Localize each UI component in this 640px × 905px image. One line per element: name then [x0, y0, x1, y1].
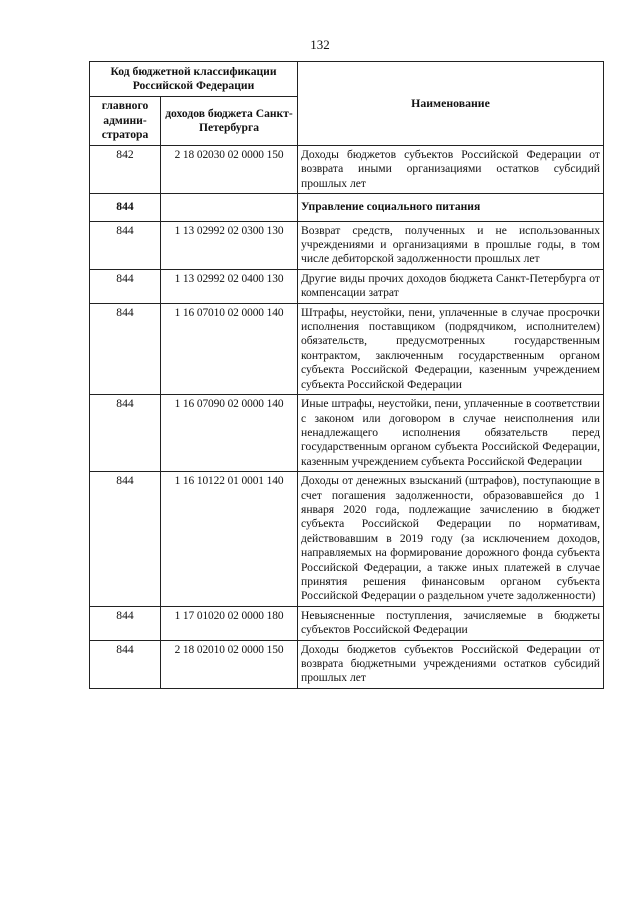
admin-code-cell: 842 [90, 146, 161, 194]
header-classification-code: Код бюджетной классификации Российской Федерации [90, 62, 298, 97]
name-cell: Другие виды прочих доходов бюджета Санкт-Петербурга от компенсации затрат [298, 269, 604, 303]
admin-code-cell: 844 [90, 606, 161, 640]
table-row [90, 303, 604, 394]
admin-code-cell: 844 [90, 472, 161, 607]
revenue-code-cell: 1 16 07010 02 0000 140 [161, 303, 298, 394]
table-row [90, 472, 604, 607]
admin-code-cell: 844 [90, 221, 161, 269]
name-cell: Доходы бюджетов субъектов Российской Федерации от возврата бюджетными учреждениями остатков субсидий прошлых лет [298, 640, 604, 688]
name-cell: Невыясненные поступления, зачисляемые в бюджеты субъектов Российской Федерации [298, 606, 604, 640]
revenue-code-cell [161, 194, 298, 221]
admin-code-cell: 844 [90, 194, 161, 221]
table-row [90, 269, 604, 303]
header-revenue: доходов бюджета Санкт-Петербурга [161, 97, 298, 146]
name-cell: Доходы от денежных взысканий (штрафов), поступающие в счет погашения задолженности, образовавшейся до 1 января 2020 года, подлежащие зачислению в бюджет субъекта Российской Федерации по нормативам, действовавшим в 2019 году (за исключением доходов, направляемых на формирование дорожного фонда субъекта Российской Федерации, а также иных платежей в случае принятия решения финансовым органом субъекта Российской Федерации о раздельном учете задолженности) [298, 472, 604, 607]
revenue-code-cell: 1 13 02992 02 0300 130 [161, 221, 298, 269]
page-number: 132 [310, 37, 330, 52]
revenue-code-cell: 1 16 10122 01 0001 140 [161, 472, 298, 607]
revenue-code-cell: 2 18 02030 02 0000 150 [161, 146, 298, 194]
header-name: Наименование [298, 62, 604, 146]
revenue-code-cell: 1 16 07090 02 0000 140 [161, 395, 298, 472]
name-cell: Доходы бюджетов субъектов Российской Федерации от возврата иными организациями остатков субсидий прошлых лет [298, 146, 604, 194]
table-row [90, 395, 604, 472]
table-body [90, 146, 604, 689]
revenue-code-cell: 1 13 02992 02 0400 130 [161, 269, 298, 303]
section-row [90, 194, 604, 221]
table-row [90, 640, 604, 688]
name-cell: Управление социального питания [298, 194, 604, 221]
admin-code-cell: 844 [90, 640, 161, 688]
table-row [90, 146, 604, 194]
name-cell: Возврат средств, полученных и не использованных учреждениями и организациями в прошлые годы, в том числе дебиторской задолженности прошлых лет [298, 221, 604, 269]
name-cell: Иные штрафы, неустойки, пени, уплаченные в соответствии с законом или договором в случае неисполнения или ненадлежащего исполнения обязательств перед государственным органом субъекта Российской Федерации, казенным учреждением субъекта Российской Федерации [298, 395, 604, 472]
admin-code-cell: 844 [90, 303, 161, 394]
revenue-code-cell: 1 17 01020 02 0000 180 [161, 606, 298, 640]
revenue-code-cell: 2 18 02010 02 0000 150 [161, 640, 298, 688]
budget-classification-table [89, 61, 604, 689]
name-cell: Штрафы, неустойки, пени, уплаченные в случае просрочки исполнения поставщиком (подрядчиком, исполнителем) обязательств, предусмотренных государственным контрактом, заключенным государственным органом субъекта Российской Федерации, казенным учреждением субъекта Российской Федерации [298, 303, 604, 394]
table-row [90, 606, 604, 640]
admin-code-cell: 844 [90, 269, 161, 303]
admin-code-cell: 844 [90, 395, 161, 472]
header-admin: главного админи-стратора [90, 97, 161, 146]
table-row [90, 221, 604, 269]
